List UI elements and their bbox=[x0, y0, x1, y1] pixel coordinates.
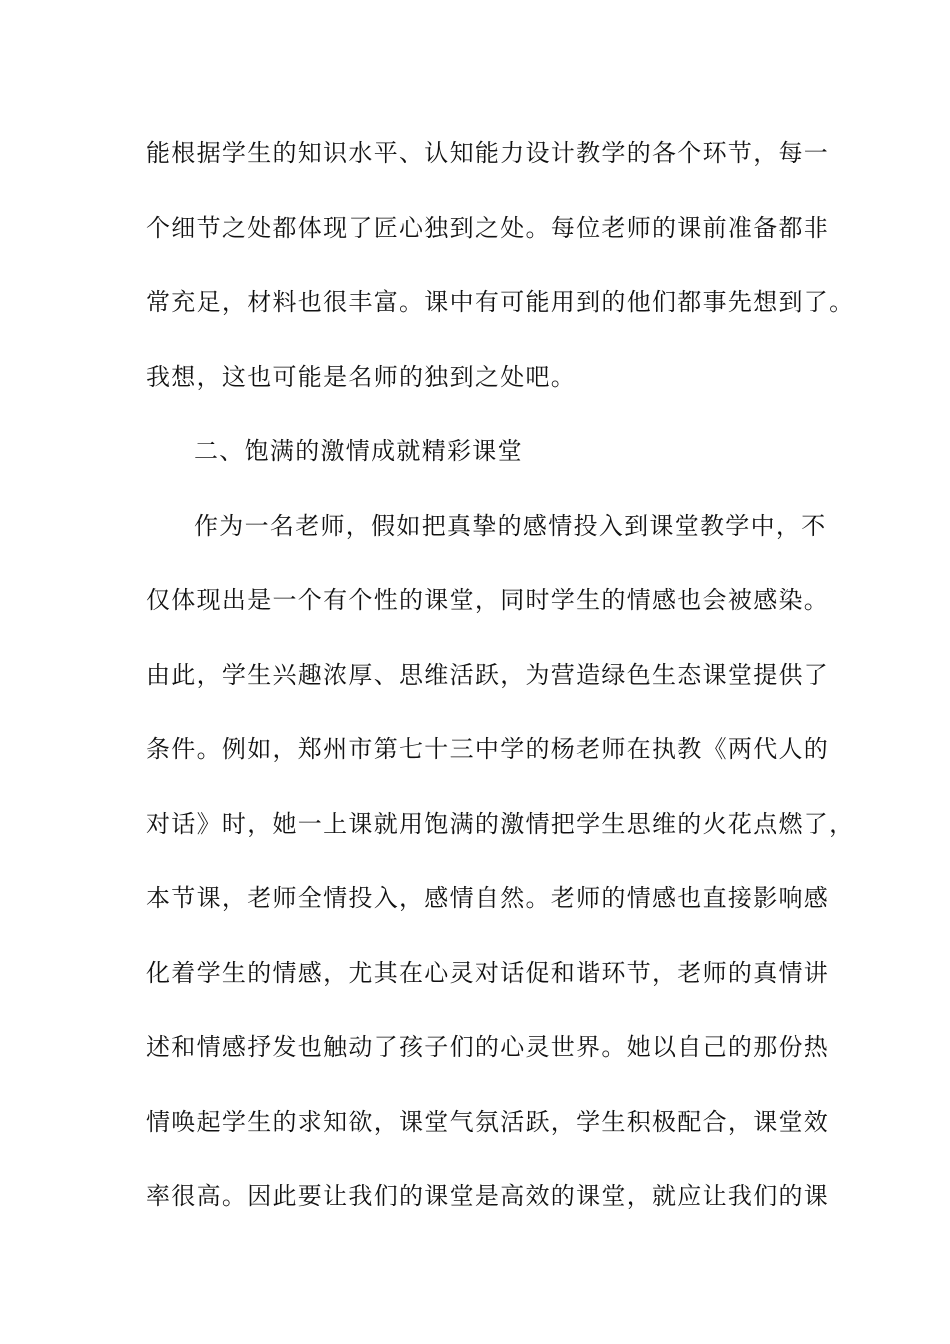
text-line: 述和情感抒发也触动了孩子们的心灵世界。她以自己的那份热 bbox=[146, 1033, 830, 1061]
text-line: 率很高。因此要让我们的课堂是高效的课堂，就应让我们的课 bbox=[146, 1182, 830, 1210]
text-line: 我想，这也可能是名师的独到之处吧。 bbox=[146, 363, 577, 391]
text-line: 能根据学生的知识水平、认知能力设计教学的各个环节，每一 bbox=[146, 139, 830, 167]
text-line: 仅体现出是一个有个性的课堂，同时学生的情感也会被感染。 bbox=[146, 586, 830, 614]
section-heading: 二、饱满的激情成就精彩课堂 bbox=[194, 437, 523, 465]
text-line: 由此，学生兴趣浓厚、思维活跃，为营造绿色生态课堂提供了 bbox=[146, 661, 830, 689]
text-line: 条件。例如，郑州市第七十三中学的杨老师在执教《两代人的 bbox=[146, 735, 830, 763]
text-line: 情唤起学生的求知欲，课堂气氛活跃，学生积极配合，课堂效 bbox=[146, 1108, 830, 1136]
text-line: 对话》时，她一上课就用饱满的激情把学生思维的火花点燃了， bbox=[146, 810, 855, 838]
text-line: 个细节之处都体现了匠心独到之处。每位老师的课前准备都非 bbox=[146, 214, 830, 242]
text-line: 常充足，材料也很丰富。课中有可能用到的他们都事先想到了。 bbox=[146, 288, 855, 316]
text-line: 化着学生的情感，尤其在心灵对话促和谐环节，老师的真情讲 bbox=[146, 959, 830, 987]
text-line: 本节课，老师全情投入，感情自然。老师的情感也直接影响感 bbox=[146, 884, 830, 912]
paragraph-first-line: 作为一名老师，假如把真挚的感情投入到课堂教学中，不 bbox=[194, 512, 827, 540]
